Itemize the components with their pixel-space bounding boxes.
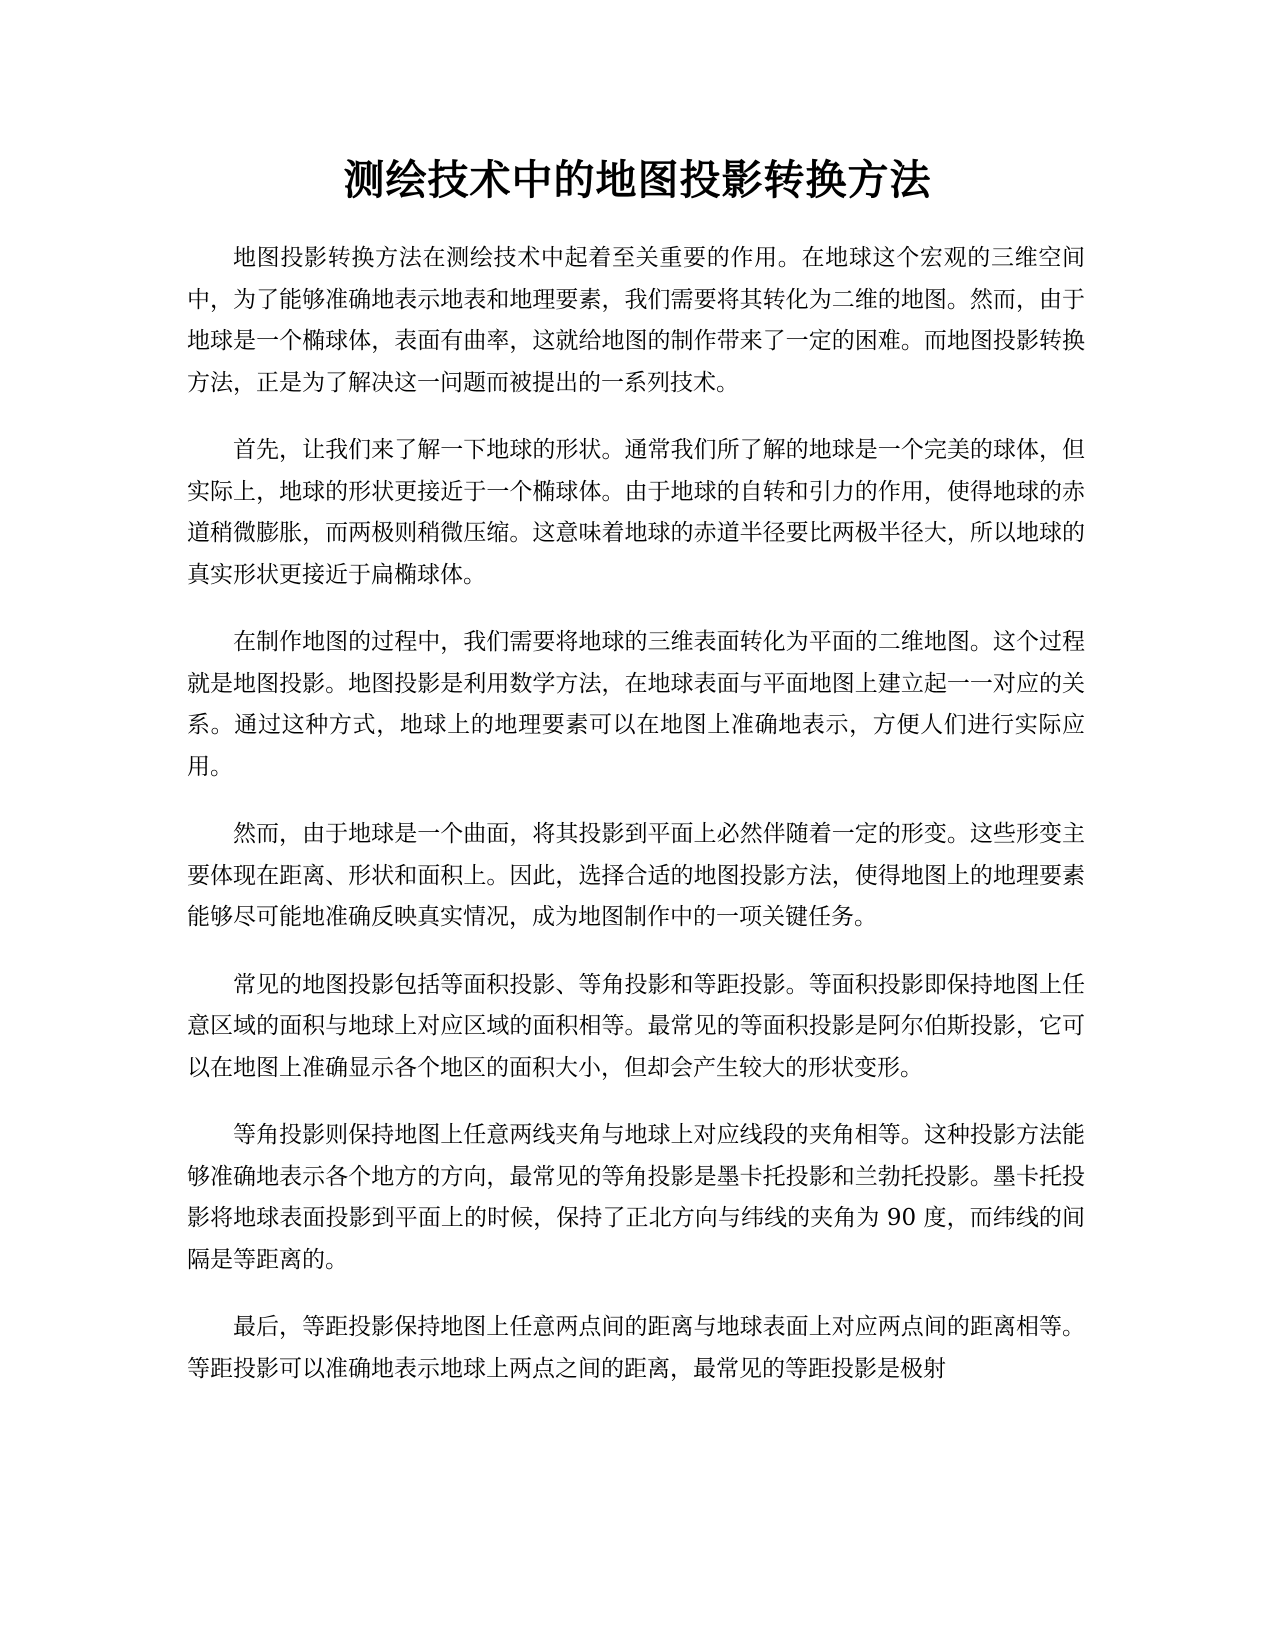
document-body (187, 238, 1085, 1416)
paragraph-3: 在制作地图的过程中，我们需要将地球的三维表面转化为平面的二维地图。这个过程就是地图投影。地图投影是利用数学方法，在地球表面与平面地图上建立起一一对应的关系。通过这种方式，地球上的地理要素可以在地图上准确地表示，方便人们进行实际应用。 (187, 629, 1085, 780)
paragraph-1: 地图投影转换方法在测绘技术中起着至关重要的作用。在地球这个宏观的三维空间中，为了能够准确地表示地表和地理要素，我们需要将其转化为二维的地图。然而，由于地球是一个椭球体，表面有曲率，这就给地图的制作带来了一定的困难。而地图投影转换方法，正是为了解决这一问题而被提出的一系列技术。 (187, 245, 1085, 396)
paragraph-2: 首先，让我们来了解一下地球的形状。通常我们所了解的地球是一个完美的球体，但实际上，地球的形状更接近于一个椭球体。由于地球的自转和引力的作用，使得地球的赤道稍微膨胀，而两极则稍微压缩。这意味着地球的赤道半径要比两极半径大，所以地球的真实形状更接近于扁椭球体。 (187, 437, 1085, 588)
paragraph-4: 然而，由于地球是一个曲面，将其投影到平面上必然伴随着一定的形变。这些形变主要体现在距离、形状和面积上。因此，选择合适的地图投影方法，使得地图上的地理要素能够尽可能地准确反映真实情况，成为地图制作中的一项关键任务。 (187, 821, 1085, 930)
paragraph-6: 等角投影则保持地图上任意两线夹角与地球上对应线段的夹角相等。这种投影方法能够准确地表示各个地方的方向，最常见的等角投影是墨卡托投影和兰勃托投影。墨卡托投影将地球表面投影到平面上的时候，保持了正北方向与纬线的夹角为 90 度，而纬线的间隔是等距离的。 (187, 1122, 1085, 1273)
paragraph-5: 常见的地图投影包括等面积投影、等角投影和等距投影。等面积投影即保持地图上任意区域的面积与地球上对应区域的面积相等。最常见的等面积投影是阿尔伯斯投影，它可以在地图上准确显示各个地区的面积大小，但却会产生较大的形状变形。 (187, 971, 1085, 1081)
paragraph-7: 最后，等距投影保持地图上任意两点间的距离与地球表面上对应两点间的距离相等。等距投影可以准确地表示地球上两点之间的距离，最常见的等距投影是极射 (187, 1314, 1085, 1382)
document-title: 测绘技术中的地图投影转换方法 (343, 156, 932, 204)
